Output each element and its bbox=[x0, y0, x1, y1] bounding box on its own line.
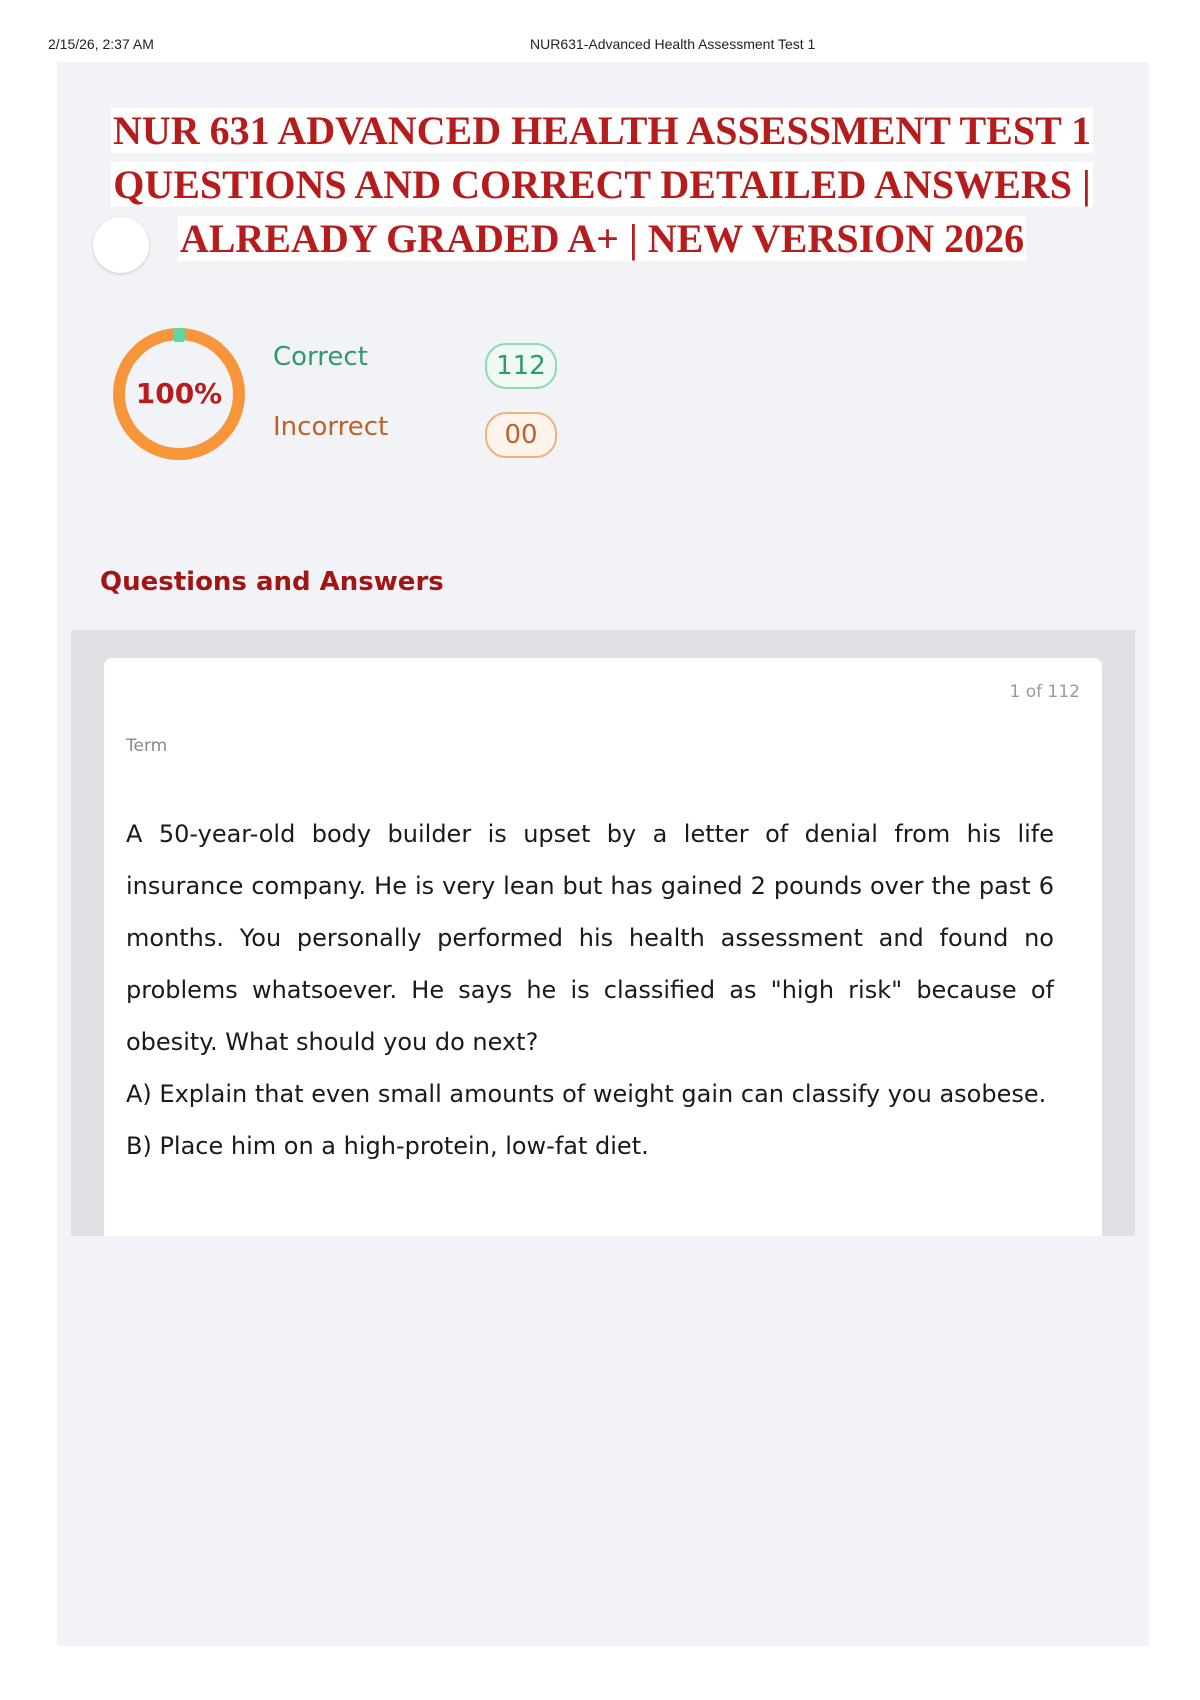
title-line: NUR 631 ADVANCED HEALTH ASSESSMENT TEST 1 bbox=[112, 108, 1092, 153]
page-title bbox=[107, 104, 1097, 266]
answer-option: B) Place him on a high-protein, low-fat diet. bbox=[126, 1132, 649, 1160]
score-percent: 100% bbox=[135, 377, 223, 410]
flashcard[interactable] bbox=[104, 658, 1102, 1236]
title-line: ALREADY GRADED A+ | NEW VERSION 2026 bbox=[179, 216, 1025, 261]
print-document-title: NUR631-Advanced Health Assessment Test 1 bbox=[530, 36, 816, 52]
answer-option: A) Explain that even small amounts of weight gain can classify you asobese. bbox=[126, 1080, 1047, 1108]
flashcard-container bbox=[71, 630, 1135, 1236]
correct-count-badge: 112 bbox=[485, 343, 557, 389]
avatar bbox=[93, 217, 149, 273]
print-timestamp: 2/15/26, 2:37 AM bbox=[48, 36, 154, 52]
incorrect-label: Incorrect bbox=[273, 412, 389, 442]
correct-label: Correct bbox=[273, 342, 368, 372]
question-text: A 50-year-old body builder is upset by a letter of denial from his life insurance company. He is very lean but has gained 2 pounds over the past 6 months. You personally performed his health assessment and found no problems whatsoever. He says he is classified as "high risk" because of obesity. What should you do next? bbox=[126, 820, 1054, 1056]
section-heading: Questions and Answers bbox=[100, 567, 444, 597]
print-header bbox=[48, 36, 1152, 56]
incorrect-count-badge: 00 bbox=[485, 412, 557, 458]
title-line: QUESTIONS AND CORRECT DETAILED ANSWERS | bbox=[113, 162, 1091, 207]
answer-options bbox=[126, 1068, 1086, 1172]
document-sheet bbox=[57, 62, 1149, 1646]
term-label: Term bbox=[126, 736, 168, 756]
score-ring bbox=[109, 324, 249, 464]
card-counter: 1 of 112 bbox=[1009, 682, 1080, 702]
